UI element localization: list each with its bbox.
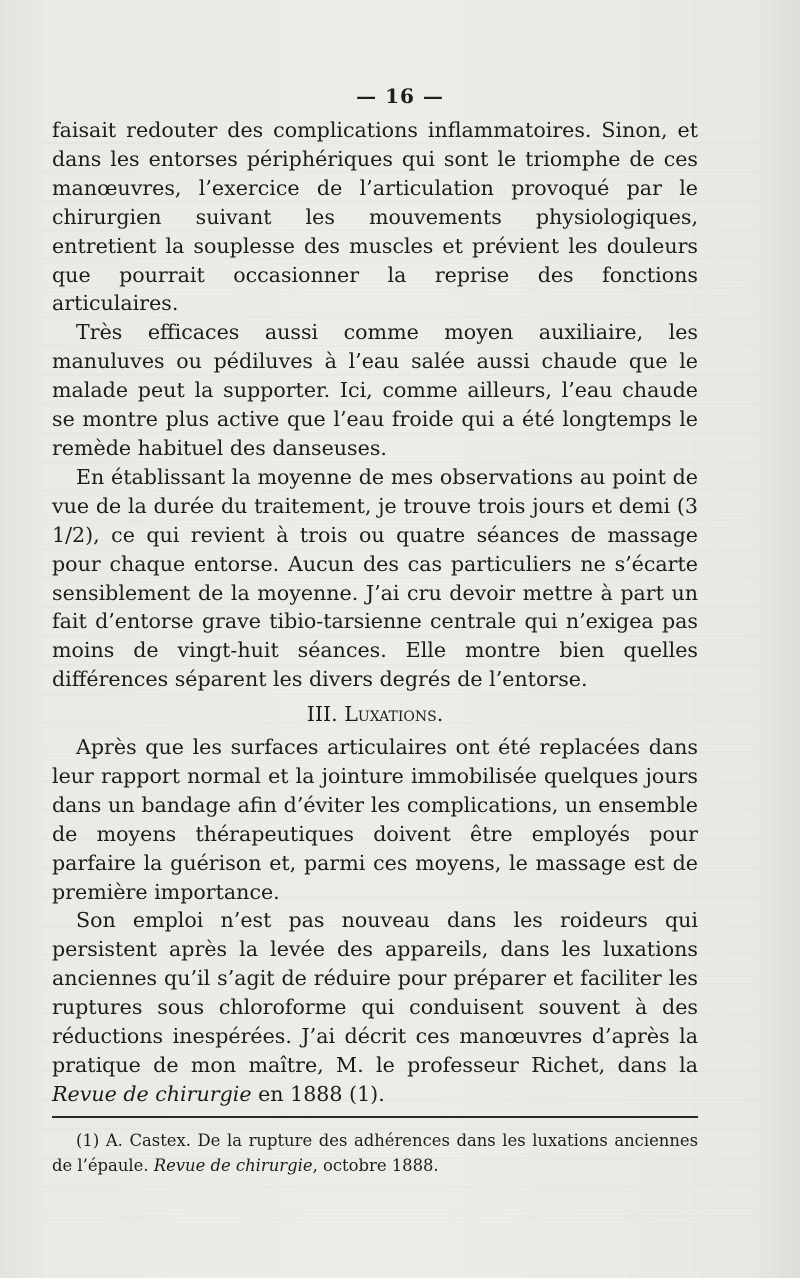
body-text — [52, 116, 698, 1109]
footnote-journal: Revue de chirurgie — [153, 1156, 313, 1175]
paragraph-5 — [52, 906, 698, 1108]
section-heading-number: III. — [306, 702, 338, 727]
paragraph-1: faisait redouter des complications inflammatoires. Sinon, et dans les entorses périphériques qui sont le triomphe de ces manœuvres, l’exercice de l’articulation provoqué par le chirurgien suivant les mouvements physiologiques, entretient la souplesse des muscles et prévient les douleurs que pourrait occasionner la reprise des fonctions articulaires. — [52, 118, 698, 316]
footnote — [52, 1128, 698, 1178]
page-number: — 16 — — [356, 84, 444, 108]
paragraph-5-text: Son emploi n’est pas nouveau dans les roideurs qui persistent après la levée des appareils, dans les luxations anciennes qu’il s’agit de réduire pour préparer et faciliter les ruptures sous chloroforme qui conduisent souvent à des réductions inespérées. J’ai décrit ces manœuvres d’après la pratique de mon maître, M. le professeur Richet, dans la — [52, 908, 698, 1077]
section-heading-title: Luxations. — [344, 702, 444, 727]
paragraph-2: Très efficaces aussi comme moyen auxiliaire, les manuluves ou pédiluves à l’eau salée aussi chaude que le malade peut la supporter. Ici, comme ailleurs, l’eau chaude se montre plus active que l’eau froide qui a été longtemps le remède habituel des danseuses. — [52, 320, 698, 460]
paragraph-4: Après que les surfaces articulaires ont été replacées dans leur rapport normal et la jointure immobilisée quelques jours dans un bandage afin d’éviter les complications, un ensemble de moyens thérapeutiques doivent être employés pour parfaire la guérison et, parmi ces moyens, le massage est de première importance. — [52, 735, 698, 904]
paragraph-5-end: en 1888 (1). — [251, 1081, 385, 1106]
footnote-end: , octobre 1888. — [312, 1156, 439, 1175]
footnote-rule — [52, 1116, 698, 1118]
footnote-text: (1) A. Castex. De la rupture des adhérences dans les luxations anciennes de l’épaule. — [52, 1131, 698, 1175]
section-heading — [52, 700, 698, 729]
paragraph-3: En établissant la moyenne de mes observations au point de vue de la durée du traitement, je trouve trois jours et demi (3 1/2), ce qui revient à trois ou quatre séances de massage pour chaque entorse. Aucun des cas particuliers ne s’écarte sensiblement de la moyenne. J’ai cru devoir mettre à part un fait d’entorse grave tibio-tarsienne centrale qui n’exigea pas moins de vingt-huit séances. Elle montre bien quelles différences séparent les divers degrés de l’entorse. — [52, 464, 698, 692]
journal-title: Revue de chirurgie — [52, 1081, 252, 1106]
